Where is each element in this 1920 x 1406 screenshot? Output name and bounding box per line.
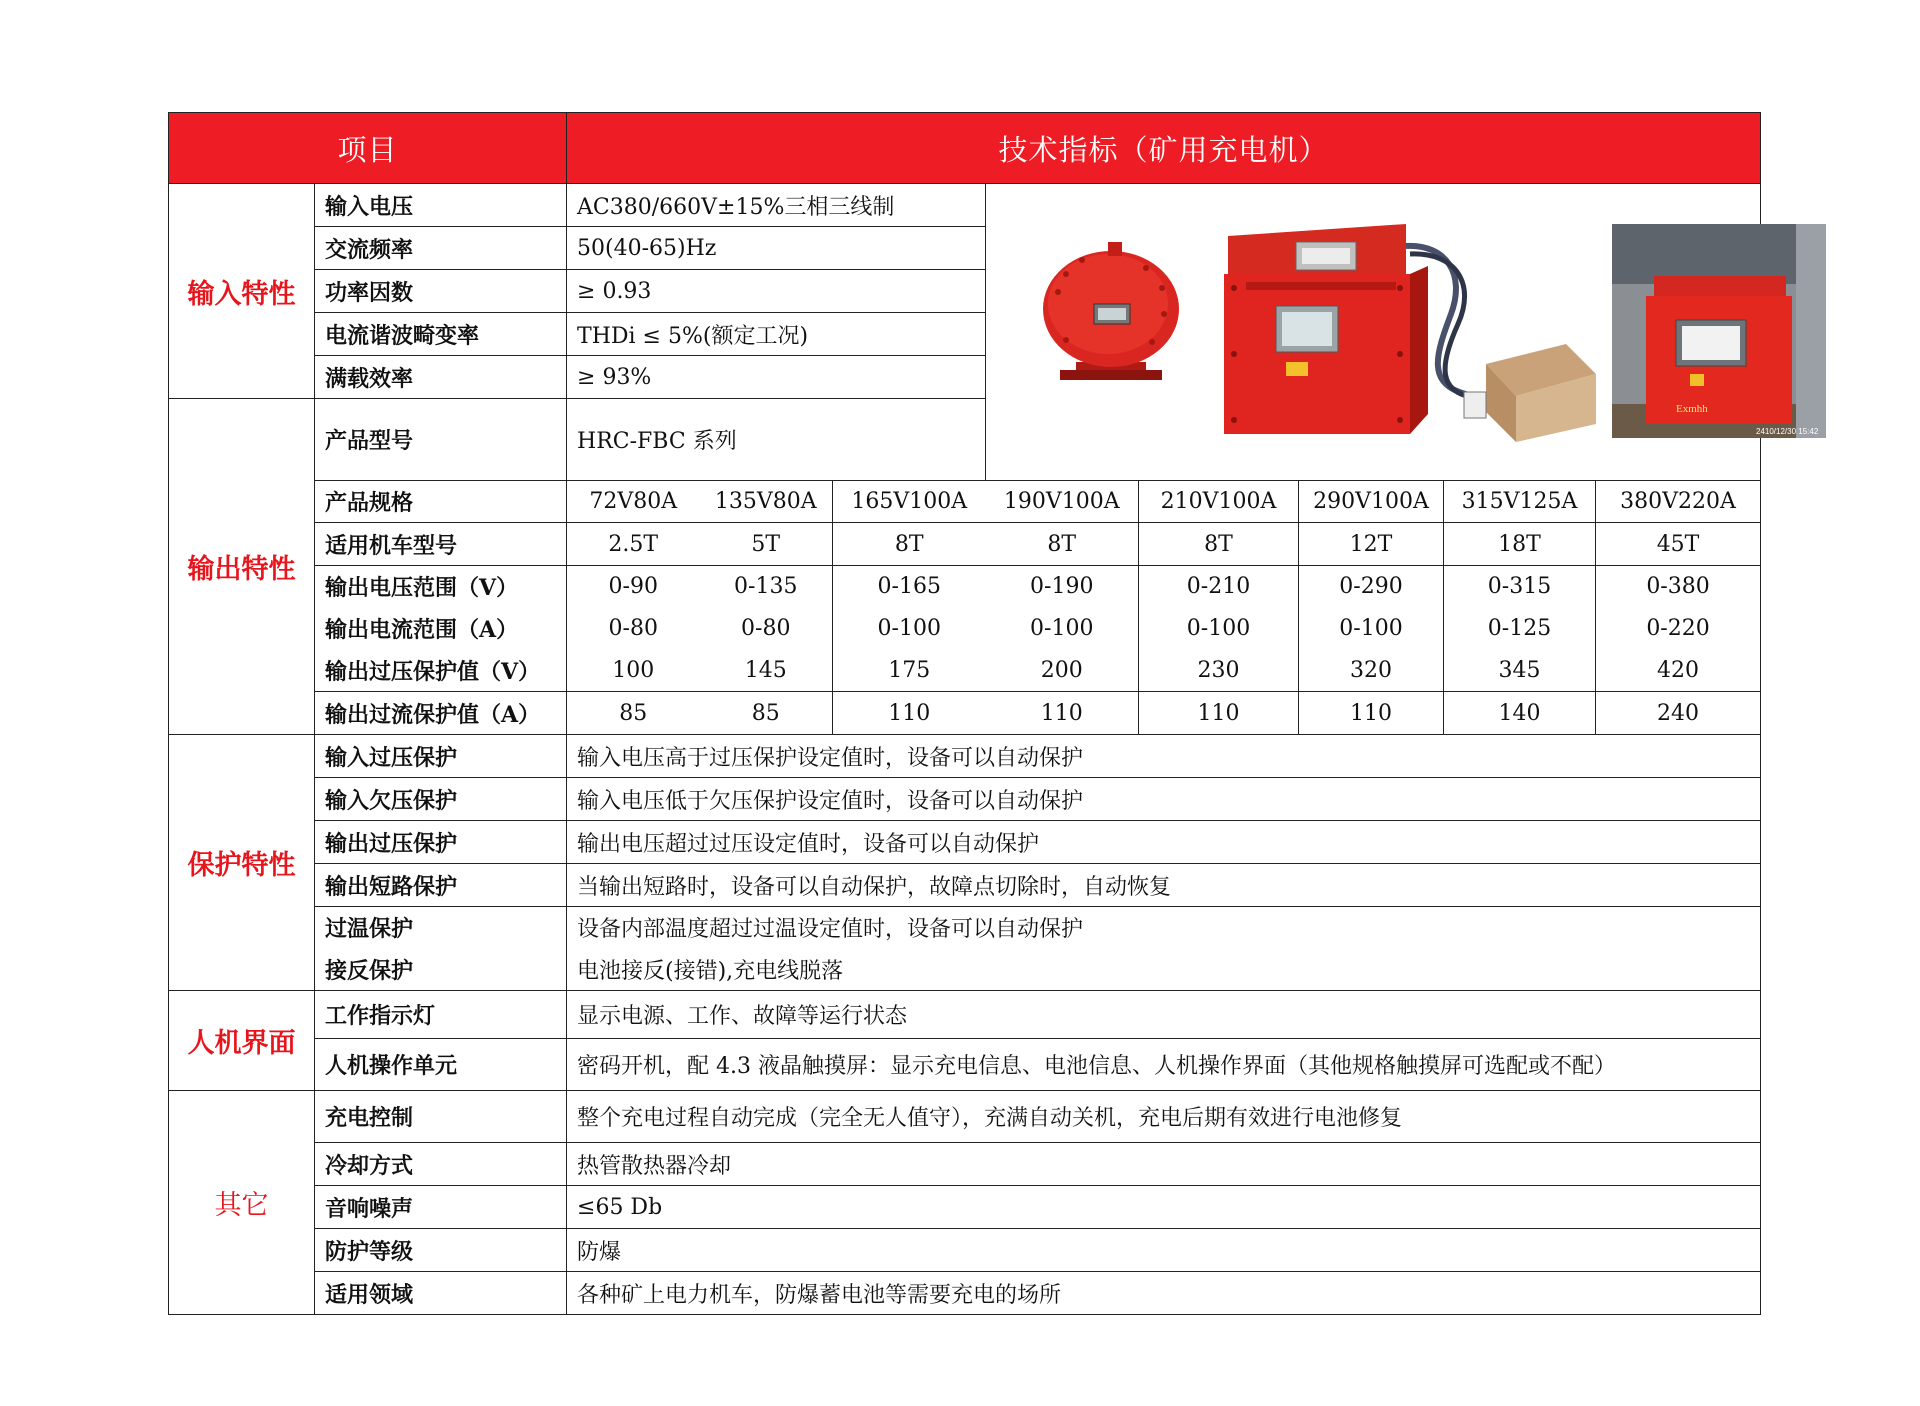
photo-timestamp: 2410/12/30 15:42 <box>1756 427 1819 436</box>
row-label: 功率因数 <box>315 270 567 313</box>
spec-cell: 165V100A <box>833 481 986 523</box>
value-cell: 5T <box>700 523 833 566</box>
product-images <box>996 184 1836 474</box>
row-value: 50(40-65)Hz <box>567 227 986 270</box>
value-cell: 0-290 <box>1299 566 1444 608</box>
table-header-row <box>169 113 1761 184</box>
table-row <box>169 821 1761 864</box>
row-label: 电流谐波畸变率 <box>315 313 567 356</box>
row-value: ≥ 93% <box>567 356 986 399</box>
row-value: 密码开机，配 4.3 液晶触摸屏：显示充电信息、电池信息、人机操作界面（其他规格触摸屏可选配或不配） <box>567 1039 1761 1091</box>
row-label: 适用领域 <box>315 1272 567 1315</box>
value-cell: 0-80 <box>700 608 833 650</box>
table-row <box>169 1229 1761 1272</box>
row-label: 输出过压保护值（V） <box>315 650 567 692</box>
value-cell: 12T <box>1299 523 1444 566</box>
value-cell: 0-135 <box>700 566 833 608</box>
charger-cabinet-image <box>1224 224 1596 442</box>
table-row <box>169 1091 1761 1143</box>
value-cell: 240 <box>1596 692 1761 735</box>
table-row <box>169 1143 1761 1186</box>
row-value: 输入电压高于过压保护设定值时，设备可以自动保护 <box>567 735 1761 778</box>
table-row <box>169 608 1761 650</box>
row-value: ≥ 0.93 <box>567 270 986 313</box>
value-cell: 0-100 <box>1139 608 1299 650</box>
value-cell: 0-125 <box>1444 608 1596 650</box>
category-hmi: 人机界面 <box>169 991 315 1091</box>
row-value: 防爆 <box>567 1229 1761 1272</box>
row-label: 输入电压 <box>315 184 567 227</box>
value-cell: 8T <box>833 523 986 566</box>
value-cell: 0-80 <box>567 608 700 650</box>
row-value: AC380/660V±15%三相三线制 <box>567 184 986 227</box>
value-cell: 200 <box>986 650 1139 692</box>
spec-table <box>168 112 1819 1315</box>
row-label: 充电控制 <box>315 1091 567 1143</box>
row-value: 显示电源、工作、故障等运行状态 <box>567 991 1761 1039</box>
spec-cell: 72V80A <box>567 481 700 523</box>
value-cell: 0-90 <box>567 566 700 608</box>
value-cell: 110 <box>1299 692 1444 735</box>
spec-cell: 135V80A <box>700 481 833 523</box>
value-cell: 345 <box>1444 650 1596 692</box>
value-cell: 2.5T <box>567 523 700 566</box>
row-value: ≤65 Db <box>567 1186 1761 1229</box>
table-row <box>169 949 1761 991</box>
table-row <box>169 566 1761 608</box>
category-protection: 保护特性 <box>169 735 315 991</box>
value-cell: 0-380 <box>1596 566 1761 608</box>
value-cell: 0-165 <box>833 566 986 608</box>
header-item: 项目 <box>169 113 567 184</box>
value-cell: 0-315 <box>1444 566 1596 608</box>
value-cell: 0-210 <box>1139 566 1299 608</box>
table-row <box>169 650 1761 692</box>
row-label: 输出过流保护值（A） <box>315 692 567 735</box>
table-row <box>169 735 1761 778</box>
value-cell: 85 <box>567 692 700 735</box>
row-value: 电池接反(接错),充电线脱落 <box>567 949 1761 991</box>
value-cell: 8T <box>986 523 1139 566</box>
table-row <box>169 1186 1761 1229</box>
value-cell: 85 <box>700 692 833 735</box>
row-value: THDi ≤ 5%(额定工况) <box>567 313 986 356</box>
explosion-proof-tank-image <box>1043 242 1179 380</box>
row-label: 过温保护 <box>315 907 567 949</box>
row-value: HRC-FBC 系列 <box>567 399 986 481</box>
row-value: 当输出短路时，设备可以自动保护，故障点切除时，自动恢复 <box>567 864 1761 907</box>
value-cell: 110 <box>833 692 986 735</box>
value-cell: 100 <box>567 650 700 692</box>
row-label: 产品规格 <box>315 481 567 523</box>
value-cell: 0-100 <box>1299 608 1444 650</box>
row-label: 音响噪声 <box>315 1186 567 1229</box>
table-row <box>169 778 1761 821</box>
row-label: 交流频率 <box>315 227 567 270</box>
photo-screen-brand: Exmhh <box>1676 403 1708 415</box>
value-cell: 320 <box>1299 650 1444 692</box>
row-label: 接反保护 <box>315 949 567 991</box>
value-cell: 230 <box>1139 650 1299 692</box>
row-label: 冷却方式 <box>315 1143 567 1186</box>
value-cell: 0-190 <box>986 566 1139 608</box>
table-row <box>169 481 1761 523</box>
product-photos <box>986 184 1819 481</box>
value-cell: 420 <box>1596 650 1761 692</box>
row-value: 输入电压低于欠压保护设定值时，设备可以自动保护 <box>567 778 1761 821</box>
table-row <box>169 864 1761 907</box>
row-label: 输入过压保护 <box>315 735 567 778</box>
value-cell: 175 <box>833 650 986 692</box>
table-row <box>169 907 1761 949</box>
table-row <box>169 1272 1761 1315</box>
value-cell: 0-100 <box>986 608 1139 650</box>
spec-cell: 290V100A <box>1299 481 1444 523</box>
row-label: 输出电压范围（V） <box>315 566 567 608</box>
value-cell: 110 <box>986 692 1139 735</box>
row-value: 整个充电过程自动完成（完全无人值守），充满自动关机，充电后期有效进行电池修复 <box>567 1091 1761 1143</box>
spec-cell: 380V220A <box>1596 481 1761 523</box>
installed-charger-photo <box>1612 224 1826 438</box>
value-cell: 0-220 <box>1596 608 1761 650</box>
row-value: 热管散热器冷却 <box>567 1143 1761 1186</box>
category-output: 输出特性 <box>169 399 315 735</box>
header-spec: 技术指标（矿用充电机） <box>567 113 1761 184</box>
table-row <box>169 1039 1761 1091</box>
value-cell: 145 <box>700 650 833 692</box>
row-label: 工作指示灯 <box>315 991 567 1039</box>
value-cell: 0-100 <box>833 608 986 650</box>
row-value: 各种矿上电力机车，防爆蓄电池等需要充电的场所 <box>567 1272 1761 1315</box>
row-label: 人机操作单元 <box>315 1039 567 1091</box>
table-row <box>169 184 1761 227</box>
row-label: 输出过压保护 <box>315 821 567 864</box>
row-label: 满载效率 <box>315 356 567 399</box>
spec-cell: 210V100A <box>1139 481 1299 523</box>
row-label: 防护等级 <box>315 1229 567 1272</box>
row-value: 输出电压超过过压设定值时，设备可以自动保护 <box>567 821 1761 864</box>
row-label: 产品型号 <box>315 399 567 481</box>
row-label: 适用机车型号 <box>315 523 567 566</box>
value-cell: 18T <box>1444 523 1596 566</box>
row-label: 输出短路保护 <box>315 864 567 907</box>
value-cell: 45T <box>1596 523 1761 566</box>
spec-cell: 190V100A <box>986 481 1139 523</box>
table-row <box>169 991 1761 1039</box>
row-label: 输出电流范围（A） <box>315 608 567 650</box>
value-cell: 8T <box>1139 523 1299 566</box>
category-input: 输入特性 <box>169 184 315 399</box>
row-label: 输入欠压保护 <box>315 778 567 821</box>
spec-cell: 315V125A <box>1444 481 1596 523</box>
category-other: 其它 <box>169 1091 315 1315</box>
table-row <box>169 692 1761 735</box>
row-value: 设备内部温度超过过温设定值时，设备可以自动保护 <box>567 907 1761 949</box>
value-cell: 110 <box>1139 692 1299 735</box>
value-cell: 140 <box>1444 692 1596 735</box>
table-row <box>169 523 1761 566</box>
